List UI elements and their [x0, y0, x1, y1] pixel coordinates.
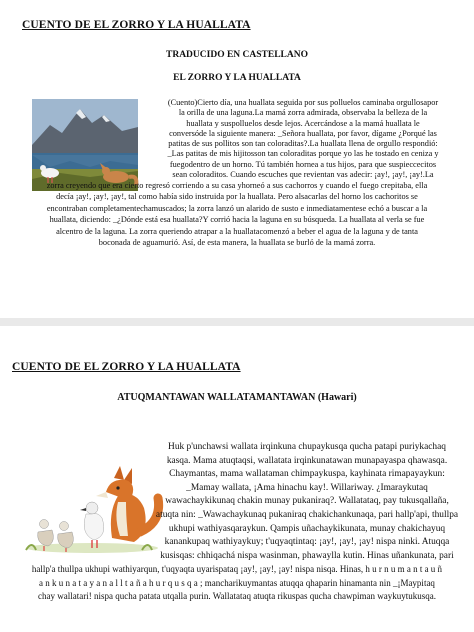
text-line: la orilla de una laguna.La mamá zorra admirada, observaba la belleza de la [178, 108, 428, 118]
text-line: kusisqas: chhiqachá nispa wasinman, phawaylla kutin. Hinas uñankunata, pari [160, 550, 454, 561]
page-title: CUENTO DE EL ZORRO Y LA HUALLATA [22, 19, 251, 31]
story-title: EL ZORRO Y LA HUALLATA [173, 73, 301, 83]
text-line: wawachaykikunaq chakin munay pukaniraq?. Wallatataq, pay tukusqallaña, [165, 496, 449, 507]
text-line: sean coloraditos. Cuando escuches que revientan vas adecir: ¡ay!, ¡ay!, ¡ay!.La [172, 170, 434, 180]
text-line: hallp'a thullpa ukhupi wathiyarqun, t'uqyaqta uyarispataq ¡ay!, ¡ay!, ¡ay! nispa nisqa. Hinas, h u r n u m a n t a u ñ [31, 564, 443, 574]
text-line: Chaymantas, mama wallataman chimpaykuspa, kayhinata rimapayaykun: [169, 469, 445, 480]
subtitle: ATUQMANTAWAN WALLATAMANTAWAN (Hawari) [117, 392, 357, 403]
text-line: huallata, diciendo: _¿Dónde está esa huallata?Y corrió hacia la laguna en su búsqueda. La huallata al verla se fue [49, 215, 425, 225]
story-text-wrapped [142, 98, 464, 180]
page-separator [0, 318, 474, 326]
text-line: (Cuento)Cierto día, una huallata seguida por sus polluelos caminaba orgullosapor [167, 98, 439, 107]
text-line: huallata y suspolluelos desde lejos. Acercándose a la mamá huallata le [186, 118, 420, 128]
text-line: ukhupi wathiyasqaraykun. Qampis uñachaykikunata, munay chakichayuq [168, 523, 446, 534]
text-line: atuqta nin: _Wawachaykunaq pukaniraq chakichankunaqa, pari hallp'api, thullpa [155, 509, 459, 520]
story-text-wrapped [148, 441, 466, 563]
text-line: Huk p'unchawsi wallata irqinkuna chupaykusqa qucha patapi puriykachaq [168, 442, 446, 452]
text-line: chay wallatari! nispa qucha patata utqalla purin. Wallatataq atuqta rikuspas qucha chawpiman waykuytukusqa. [38, 591, 436, 602]
text-line: patitas de sus pollitos son tan coloraditas?.La huallata llena de orgullo respondió: [168, 139, 438, 149]
document-page-2 [0, 326, 474, 632]
text-line: fuegodentro de un horno. Tú también hornea a tus hijos, para que suspieccecitos [169, 159, 437, 169]
text-line: boconada de aguamurió. Así, de esta manera, la huallata se burló de la mamá zorra. [98, 238, 376, 248]
fox-and-ducks-illustration [22, 462, 164, 554]
mountain-lake-icon [30, 97, 140, 193]
text-line: _Las patitas de mis hijitosson tan coloraditas porque yo las he tostado en ceniza y [167, 149, 439, 159]
text-line: alcentro de la laguna. La zorra queriendo atrapar a la huallatacomenzó a beber el agua de la laguna y de tanta [56, 226, 418, 236]
mountain-lake-illustration [30, 97, 140, 193]
text-line: _Mamay wallata, ¡Ama hinachu kay!. Willariway. ¿Imaraykutaq [186, 482, 428, 493]
fox-and-ducks-icon [22, 462, 164, 554]
text-line: decía ¡ay!, ¡ay!, ¡ay!, tal como había sido instruida por la huallata. Pero alsacarlas del horno los cachoritos se [56, 192, 418, 202]
text-line: encontraban completamentechamuscados; la zorra lanzó un alarido de susto e inmediatamentese echó a buscar a la [46, 203, 428, 213]
page-title: CUENTO DE EL ZORRO Y LA HUALLATA [12, 361, 241, 373]
text-line: kasqa. Mama atuqtaqsi, wallatata irqinkunatawan munapayaspa qhawasqa. [166, 455, 448, 466]
text-line: a n k u n a t a y a n a l l t a ñ a h u r q u s q a ; mancharikuymantas atuqqa qhaparin hinamanta nin _¡Maypitaq [39, 577, 435, 588]
story-text-full [6, 180, 468, 248]
text-line: conversóde la siguiente manera: _Señora huallata, por favor, dígame ¿Porqué las [169, 128, 437, 138]
text-line: kanankupaq wathiyaykuy; t'uqyaqtintaq: ¡ay!, ¡ay!, ¡ay! nispa ninki. Atuqqa [164, 537, 450, 548]
text-line: zorra creyendo que era cierto regresó corriendo a su casa yhorneó a sus cachorros y cuando el fuego crepitaba, ella [46, 181, 428, 190]
story-text-full [4, 563, 470, 604]
subtitle: TRADUCIDO EN CASTELLANO [166, 50, 308, 60]
